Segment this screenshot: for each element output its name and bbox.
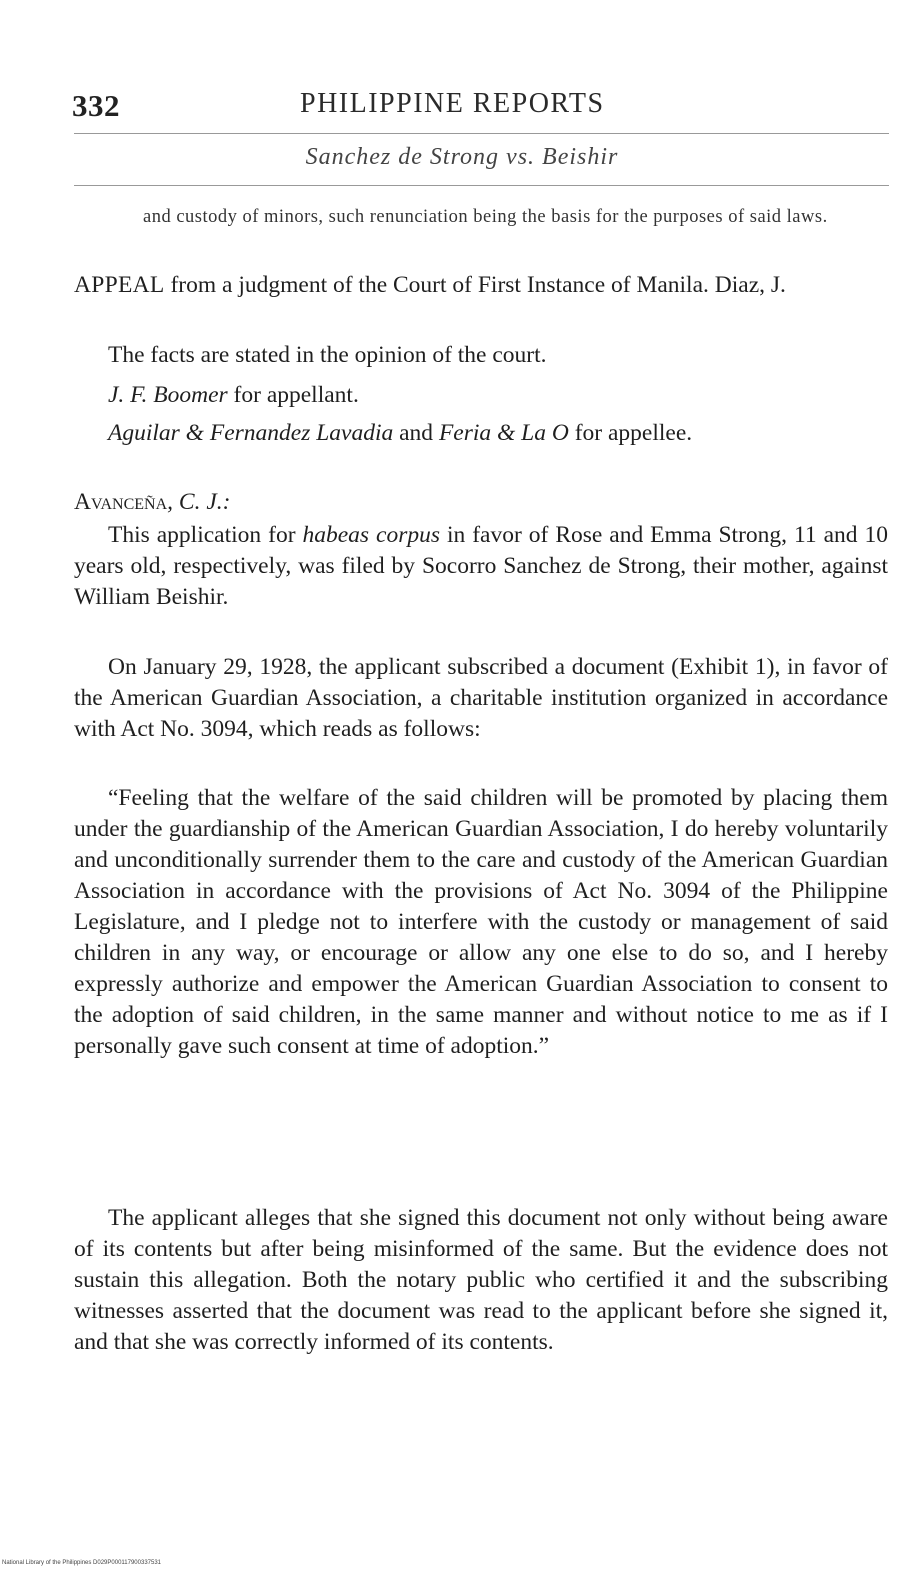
header-rule-top xyxy=(74,133,889,134)
quoted-document: “Feeling that the welfare of the said children will be promoted by placing them under the guardianship of the American Guardian Association, I do hereby voluntarily and unconditionally surrender them to the care and custody of the American Guardian Association in accordance with the provisions of Act No. 3094 of the Philippine Legislature, and I pledge not to interfere with the custody or management of said children in any way, or encourage or allow any one else to do so, and I hereby expressly authorize and empower the American Guardian Association to consent to the adoption of said children, in the same manner and without notice to me as if I personally gave such consent at time of adoption.” xyxy=(74,785,888,1059)
appeal-line xyxy=(74,270,924,301)
para1-post: in favor of Rose and Emma Strong, 11 and 10 years old, respectively, was filed by Socorro Sanchez de Strong, their mother, against William Beishir. xyxy=(74,522,888,610)
para1-italic: habeas corpus xyxy=(302,522,441,548)
appeal-label: APPEAL xyxy=(74,272,165,298)
facts-statement: The facts are stated in the opinion of the court. xyxy=(108,342,547,368)
library-footer: National Library of the Philippines D029P000117900337531 xyxy=(2,1560,162,1566)
case-title: Sanchez de Strong vs. Beishir xyxy=(305,144,619,170)
author-title: , C. J.: xyxy=(167,489,231,515)
appellee-counsel-name-1: Aguilar & Fernandez Lavadia xyxy=(108,420,394,446)
header-rule-bottom xyxy=(74,185,889,186)
syllabus-continuation: and custody of minors, such renunciation being the basis for the purposes of said laws. xyxy=(143,207,828,227)
appellant-role: for appellant. xyxy=(227,382,359,408)
opinion-author xyxy=(74,487,888,518)
author-name: Avanceña xyxy=(74,489,168,515)
appellee-counsel-name-2: Feria & La O xyxy=(438,420,569,446)
appellee-role: for appellee. xyxy=(568,420,693,446)
paragraph-2: On January 29, 1928, the applicant subscribed a document (Exhibit 1), in favor of the American Guardian Association, a charitable institution organized in accordance with Act No. 3094, which reads as follows: xyxy=(74,654,888,742)
appeal-text: from a judgment of the Court of First Instance of Manila. Diaz, J. xyxy=(164,272,786,298)
para1-pre: This application for xyxy=(108,522,303,548)
page-number: 332 xyxy=(72,88,120,123)
counsel-appellee xyxy=(74,418,888,449)
paragraph-1 xyxy=(74,520,888,613)
running-head: PHILIPPINE REPORTS xyxy=(300,88,605,119)
counsel-appellant xyxy=(74,380,888,411)
appellant-counsel-name: J. F. Boomer xyxy=(108,382,228,408)
paragraph-3: The applicant alleges that she signed this document not only without being aware of its contents but after being misinformed of the same. But the evidence does not sustain this allegation. Both the notary public who certified it and the subscribing witnesses asserted that the document was read to the applicant before she signed it, and that she was correctly informed of its contents. xyxy=(74,1205,888,1355)
appellee-and: and xyxy=(393,420,439,446)
